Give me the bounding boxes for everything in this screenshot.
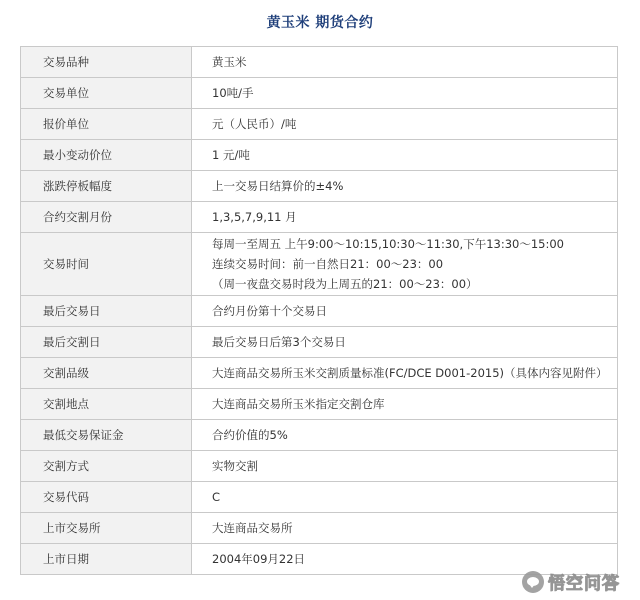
- page-title: 黄玉米 期货合约: [266, 15, 374, 31]
- table-row: [21, 140, 618, 171]
- table-row: [21, 78, 618, 109]
- row-value-line: 2004年09月22日: [212, 552, 306, 566]
- row-value: [192, 513, 618, 544]
- row-value: [192, 109, 618, 140]
- row-label: 交易代码: [21, 482, 192, 513]
- row-label: 上市交易所: [21, 513, 192, 544]
- row-value: [192, 78, 618, 109]
- row-label: 最后交易日: [21, 296, 192, 327]
- row-label: 交割地点: [21, 389, 192, 420]
- row-label: 涨跌停板幅度: [21, 171, 192, 202]
- row-value: [192, 482, 618, 513]
- speech-bubble-icon: [522, 571, 544, 593]
- table-row: [21, 482, 618, 513]
- row-label: 上市日期: [21, 544, 192, 575]
- row-label: 交易时间: [21, 233, 192, 296]
- row-value-line: 合约月份第十个交易日: [212, 304, 327, 318]
- contract-spec-table: [20, 46, 618, 575]
- table-row: [21, 296, 618, 327]
- row-value-line: 1,3,5,7,9,11 月: [212, 210, 297, 224]
- row-label: 合约交割月份: [21, 202, 192, 233]
- table-row: [21, 420, 618, 451]
- watermark-text: 悟空问答: [548, 574, 620, 594]
- row-value-line: 实物交割: [212, 459, 258, 473]
- row-value: [192, 358, 618, 389]
- row-value: [192, 420, 618, 451]
- row-value-line: 上一交易日结算价的±4%: [212, 179, 344, 193]
- row-value-line: 1 元/吨: [212, 148, 250, 162]
- table-row: [21, 47, 618, 78]
- table-row: [21, 513, 618, 544]
- table-row: [21, 358, 618, 389]
- table-row: [21, 327, 618, 358]
- row-label: 最小变动价位: [21, 140, 192, 171]
- row-value-line: 合约价值的5%: [212, 428, 288, 442]
- row-label: 交易单位: [21, 78, 192, 109]
- row-value-line: C: [212, 490, 221, 504]
- table-row: [21, 451, 618, 482]
- row-value-line: 最后交易日后第3个交易日: [212, 335, 346, 349]
- table-row: [21, 171, 618, 202]
- row-value-line: 大连商品交易所: [212, 521, 293, 535]
- row-label: 交割方式: [21, 451, 192, 482]
- row-value: [192, 47, 618, 78]
- row-value: [192, 171, 618, 202]
- contract-spec-body: [21, 47, 618, 575]
- row-value: [192, 389, 618, 420]
- row-value: [192, 233, 618, 296]
- row-label: 最后交割日: [21, 327, 192, 358]
- table-row: [21, 389, 618, 420]
- table-row: [21, 202, 618, 233]
- row-label: 最低交易保证金: [21, 420, 192, 451]
- watermark: [522, 569, 620, 594]
- row-value-line: 大连商品交易所玉米交割质量标准(FC/DCE D001-2015)（具体内容见附件）: [212, 366, 608, 380]
- row-value: [192, 202, 618, 233]
- row-label: 报价单位: [21, 109, 192, 140]
- table-row: [21, 233, 618, 296]
- row-value-line: 连续交易时间：前一自然日21：00～23：00: [212, 257, 444, 271]
- row-value-line: （周一夜盘交易时段为上周五的21：00～23：00）: [212, 277, 478, 291]
- row-value-line: 大连商品交易所玉米指定交割仓库: [212, 397, 385, 411]
- row-value: [192, 296, 618, 327]
- row-value-line: 元（人民币）/吨: [212, 117, 297, 131]
- row-value-line: 黄玉米: [212, 55, 247, 69]
- row-label: 交易品种: [21, 47, 192, 78]
- row-value: [192, 451, 618, 482]
- row-value: [192, 327, 618, 358]
- table-row: [21, 109, 618, 140]
- row-value-line: 每周一至周五 上午9:00～10:15,10:30～11:30,下午13:30～15:00: [212, 237, 564, 251]
- row-label: 交割品级: [21, 358, 192, 389]
- row-value-line: 10吨/手: [212, 86, 254, 100]
- row-value: [192, 140, 618, 171]
